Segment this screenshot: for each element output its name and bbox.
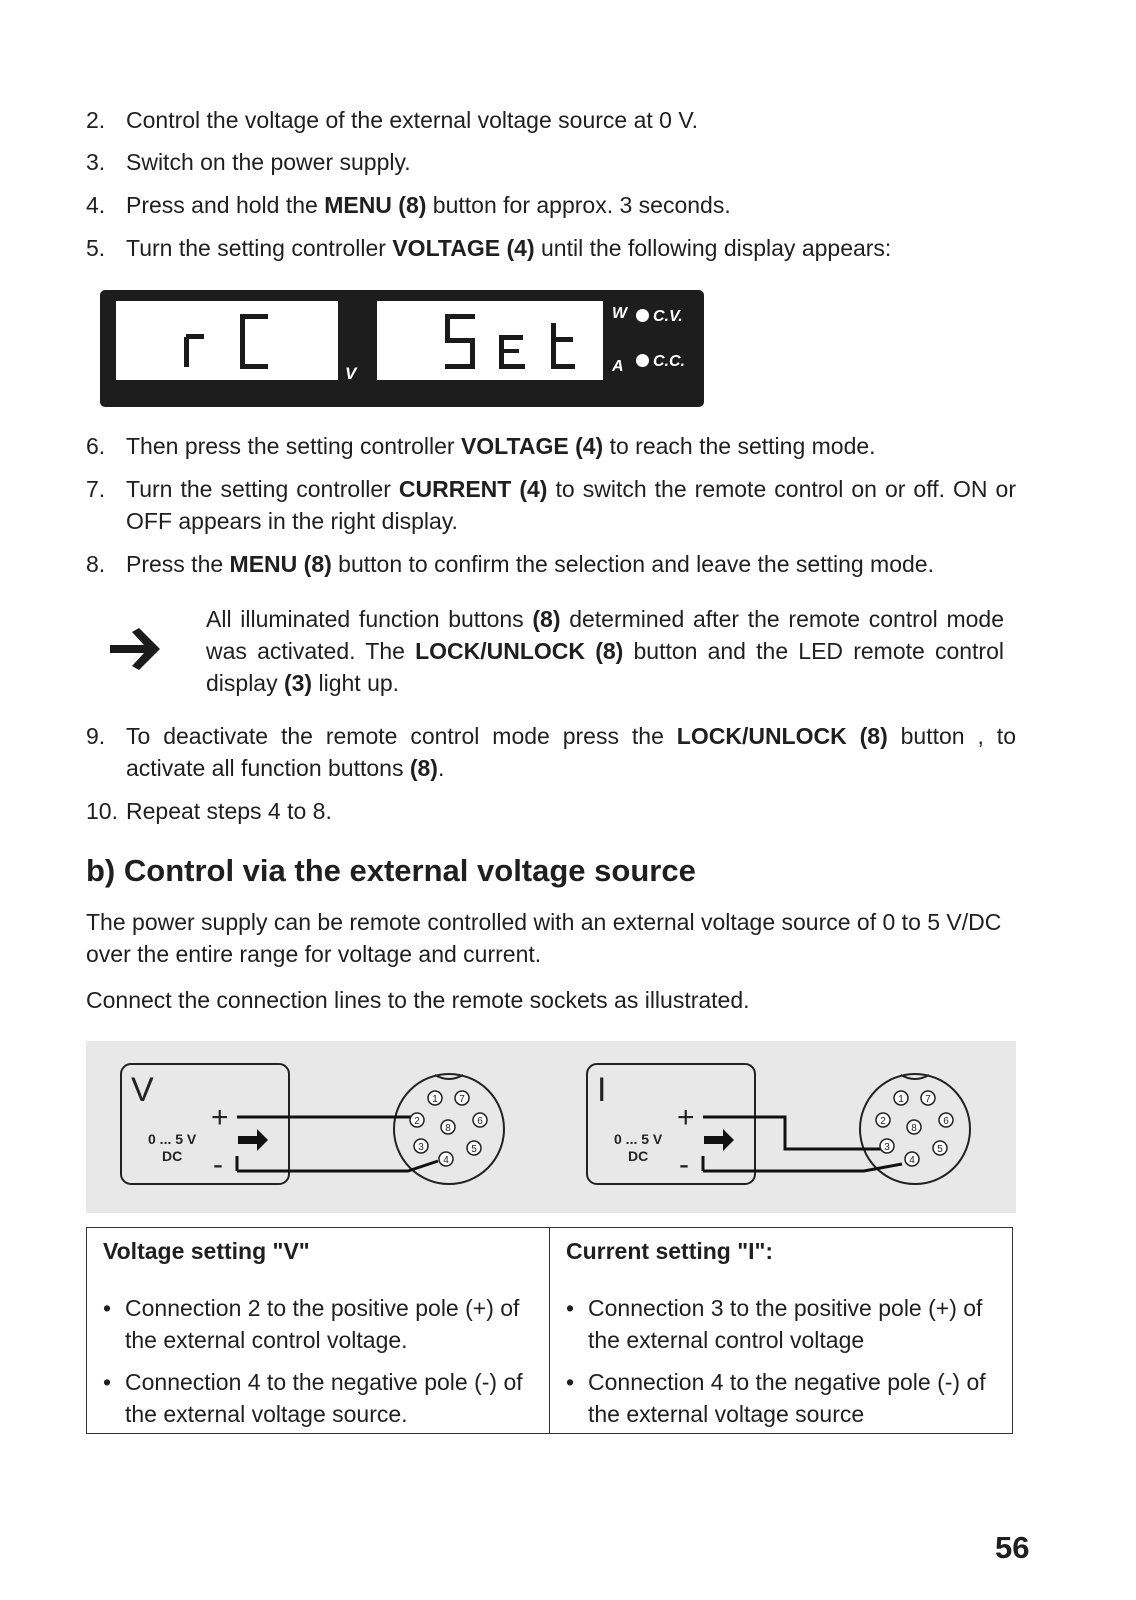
dc-label: DC xyxy=(628,1148,649,1164)
step-number: 2. xyxy=(86,107,106,133)
step-10 xyxy=(86,795,1016,827)
svg-text:7: 7 xyxy=(459,1094,465,1105)
step-text: Repeat steps 4 to 8. xyxy=(126,798,332,824)
list-item: • Connection 4 to the negative pole (-) of the external voltage source xyxy=(566,1366,986,1430)
range-label: 0 ... 5 V xyxy=(148,1131,197,1147)
setting-list xyxy=(566,1292,986,1440)
step-text: Then press the setting controller VOLTAGE (4) to reach the setting mode. xyxy=(126,433,876,459)
voltage-setting-column xyxy=(87,1228,550,1433)
step-number: 10. xyxy=(86,798,118,824)
svg-text:4: 4 xyxy=(909,1155,915,1166)
led-dot-icon xyxy=(636,309,649,322)
list-item: • Connection 2 to the positive pole (+) of the external control voltage. xyxy=(103,1292,523,1356)
led-dot-icon xyxy=(636,354,649,367)
indicator-cc: C.C. xyxy=(636,353,685,371)
bold-term: VOLTAGE (4) xyxy=(460,433,604,459)
list-item: • Connection 3 to the positive pole (+) of the external control voltage xyxy=(566,1292,986,1356)
step-number: 3. xyxy=(86,149,106,175)
svg-text:5: 5 xyxy=(937,1144,943,1155)
step-number: 8. xyxy=(86,551,106,577)
step-text: Press the MENU (8) button to confirm the selection and leave the setting mode. xyxy=(126,551,934,577)
wire-minus-left xyxy=(237,1156,438,1171)
bold-term: MENU (8) xyxy=(229,551,332,577)
svg-text:8: 8 xyxy=(911,1123,917,1134)
current-setting-column xyxy=(550,1228,1012,1433)
intro-paragraph: The power supply can be remote controlled with an external voltage source of 0 to 5 V/DC over the entire range for voltage and current. xyxy=(86,909,1002,967)
wiring-diagram xyxy=(86,1041,1016,1213)
svg-text:6: 6 xyxy=(477,1116,483,1127)
svg-text:1: 1 xyxy=(432,1094,438,1105)
section-heading: b) Control via the external voltage source xyxy=(86,853,696,888)
source-label-v: V xyxy=(131,1071,154,1109)
indicator-a-label: A xyxy=(612,358,624,375)
column-title: Current setting "I": xyxy=(566,1238,774,1264)
source-label-i: I xyxy=(597,1071,607,1109)
svg-text:4: 4 xyxy=(443,1155,449,1166)
step-7 xyxy=(86,473,1016,537)
plus-sign: + xyxy=(211,1101,229,1134)
step-8 xyxy=(86,548,1016,580)
plus-sign: + xyxy=(677,1101,695,1134)
step-text: Turn the setting controller CURRENT (4) to switch the remote control on or off. ON or OFF appears in the right display. xyxy=(126,476,1016,534)
step-4 xyxy=(86,189,1016,221)
range-label: 0 ... 5 V xyxy=(614,1131,663,1147)
indicator-cv: C.V. xyxy=(636,308,683,326)
svg-text:1: 1 xyxy=(898,1094,904,1105)
svg-text:8: 8 xyxy=(445,1123,451,1134)
seven-segment-readout xyxy=(116,301,338,380)
connect-paragraph: Connect the connection lines to the remote sockets as illustrated. xyxy=(86,987,750,1013)
minus-sign: - xyxy=(213,1148,223,1181)
current-source-box xyxy=(587,1064,755,1184)
step-number: 5. xyxy=(86,235,106,261)
step-3 xyxy=(86,146,1016,178)
step-9 xyxy=(86,720,1016,784)
step-number: 9. xyxy=(86,723,106,749)
step-5 xyxy=(86,232,1016,264)
unit-v-label: V xyxy=(345,364,357,383)
wire-plus-right xyxy=(703,1117,886,1149)
settings-table xyxy=(86,1227,1013,1434)
note-text: All illuminated function buttons (8) determined after the remote control mode was activated. The LOCK/UNLOCK (8) button and the LED remote control display (3) light up. xyxy=(206,606,1004,696)
svg-text:5: 5 xyxy=(471,1144,477,1155)
seven-segment-readout xyxy=(377,301,603,380)
indicator-w-label: W xyxy=(612,305,628,322)
step-text: Turn the setting controller VOLTAGE (4) until the following display appears: xyxy=(126,235,892,261)
step-number: 6. xyxy=(86,433,106,459)
bold-term: CURRENT (4) xyxy=(398,476,548,502)
step-6 xyxy=(86,430,1016,462)
setting-list xyxy=(103,1292,523,1440)
list-item: • Connection 4 to the negative pole (-) of the external voltage source. xyxy=(103,1366,523,1430)
step-number: 7. xyxy=(86,476,106,502)
svg-text:7: 7 xyxy=(925,1094,931,1105)
bold-term: MENU (8) xyxy=(324,192,427,218)
step-text: Press and hold the MENU (8) button for approx. 3 seconds. xyxy=(126,192,731,218)
dc-label: DC xyxy=(162,1148,183,1164)
right-display xyxy=(377,301,603,380)
svg-text:2: 2 xyxy=(880,1116,886,1127)
wiring-diagram-svg xyxy=(86,1041,1016,1213)
lcd-display-panel xyxy=(100,290,704,407)
step-text: Control the voltage of the external voltage source at 0 V. xyxy=(126,107,698,133)
step-number: 4. xyxy=(86,192,106,218)
step-text: To deactivate the remote control mode press the LOCK/UNLOCK (8) button , to activate all function buttons (8). xyxy=(126,723,1016,781)
svg-text:3: 3 xyxy=(418,1142,424,1153)
minus-sign: - xyxy=(679,1148,689,1181)
svg-text:3: 3 xyxy=(884,1142,890,1153)
left-display xyxy=(116,301,338,380)
arrow-right-icon xyxy=(108,626,162,672)
svg-text:2: 2 xyxy=(414,1116,420,1127)
arrow-right-icon xyxy=(704,1129,734,1151)
step-text: Switch on the power supply. xyxy=(126,149,411,175)
bold-term: VOLTAGE (4) xyxy=(392,235,535,261)
arrow-right-icon xyxy=(238,1129,268,1151)
page-number: 56 xyxy=(995,1530,1030,1565)
svg-text:6: 6 xyxy=(943,1116,949,1127)
column-title: Voltage setting "V" xyxy=(103,1238,310,1264)
step-2 xyxy=(86,104,1016,136)
